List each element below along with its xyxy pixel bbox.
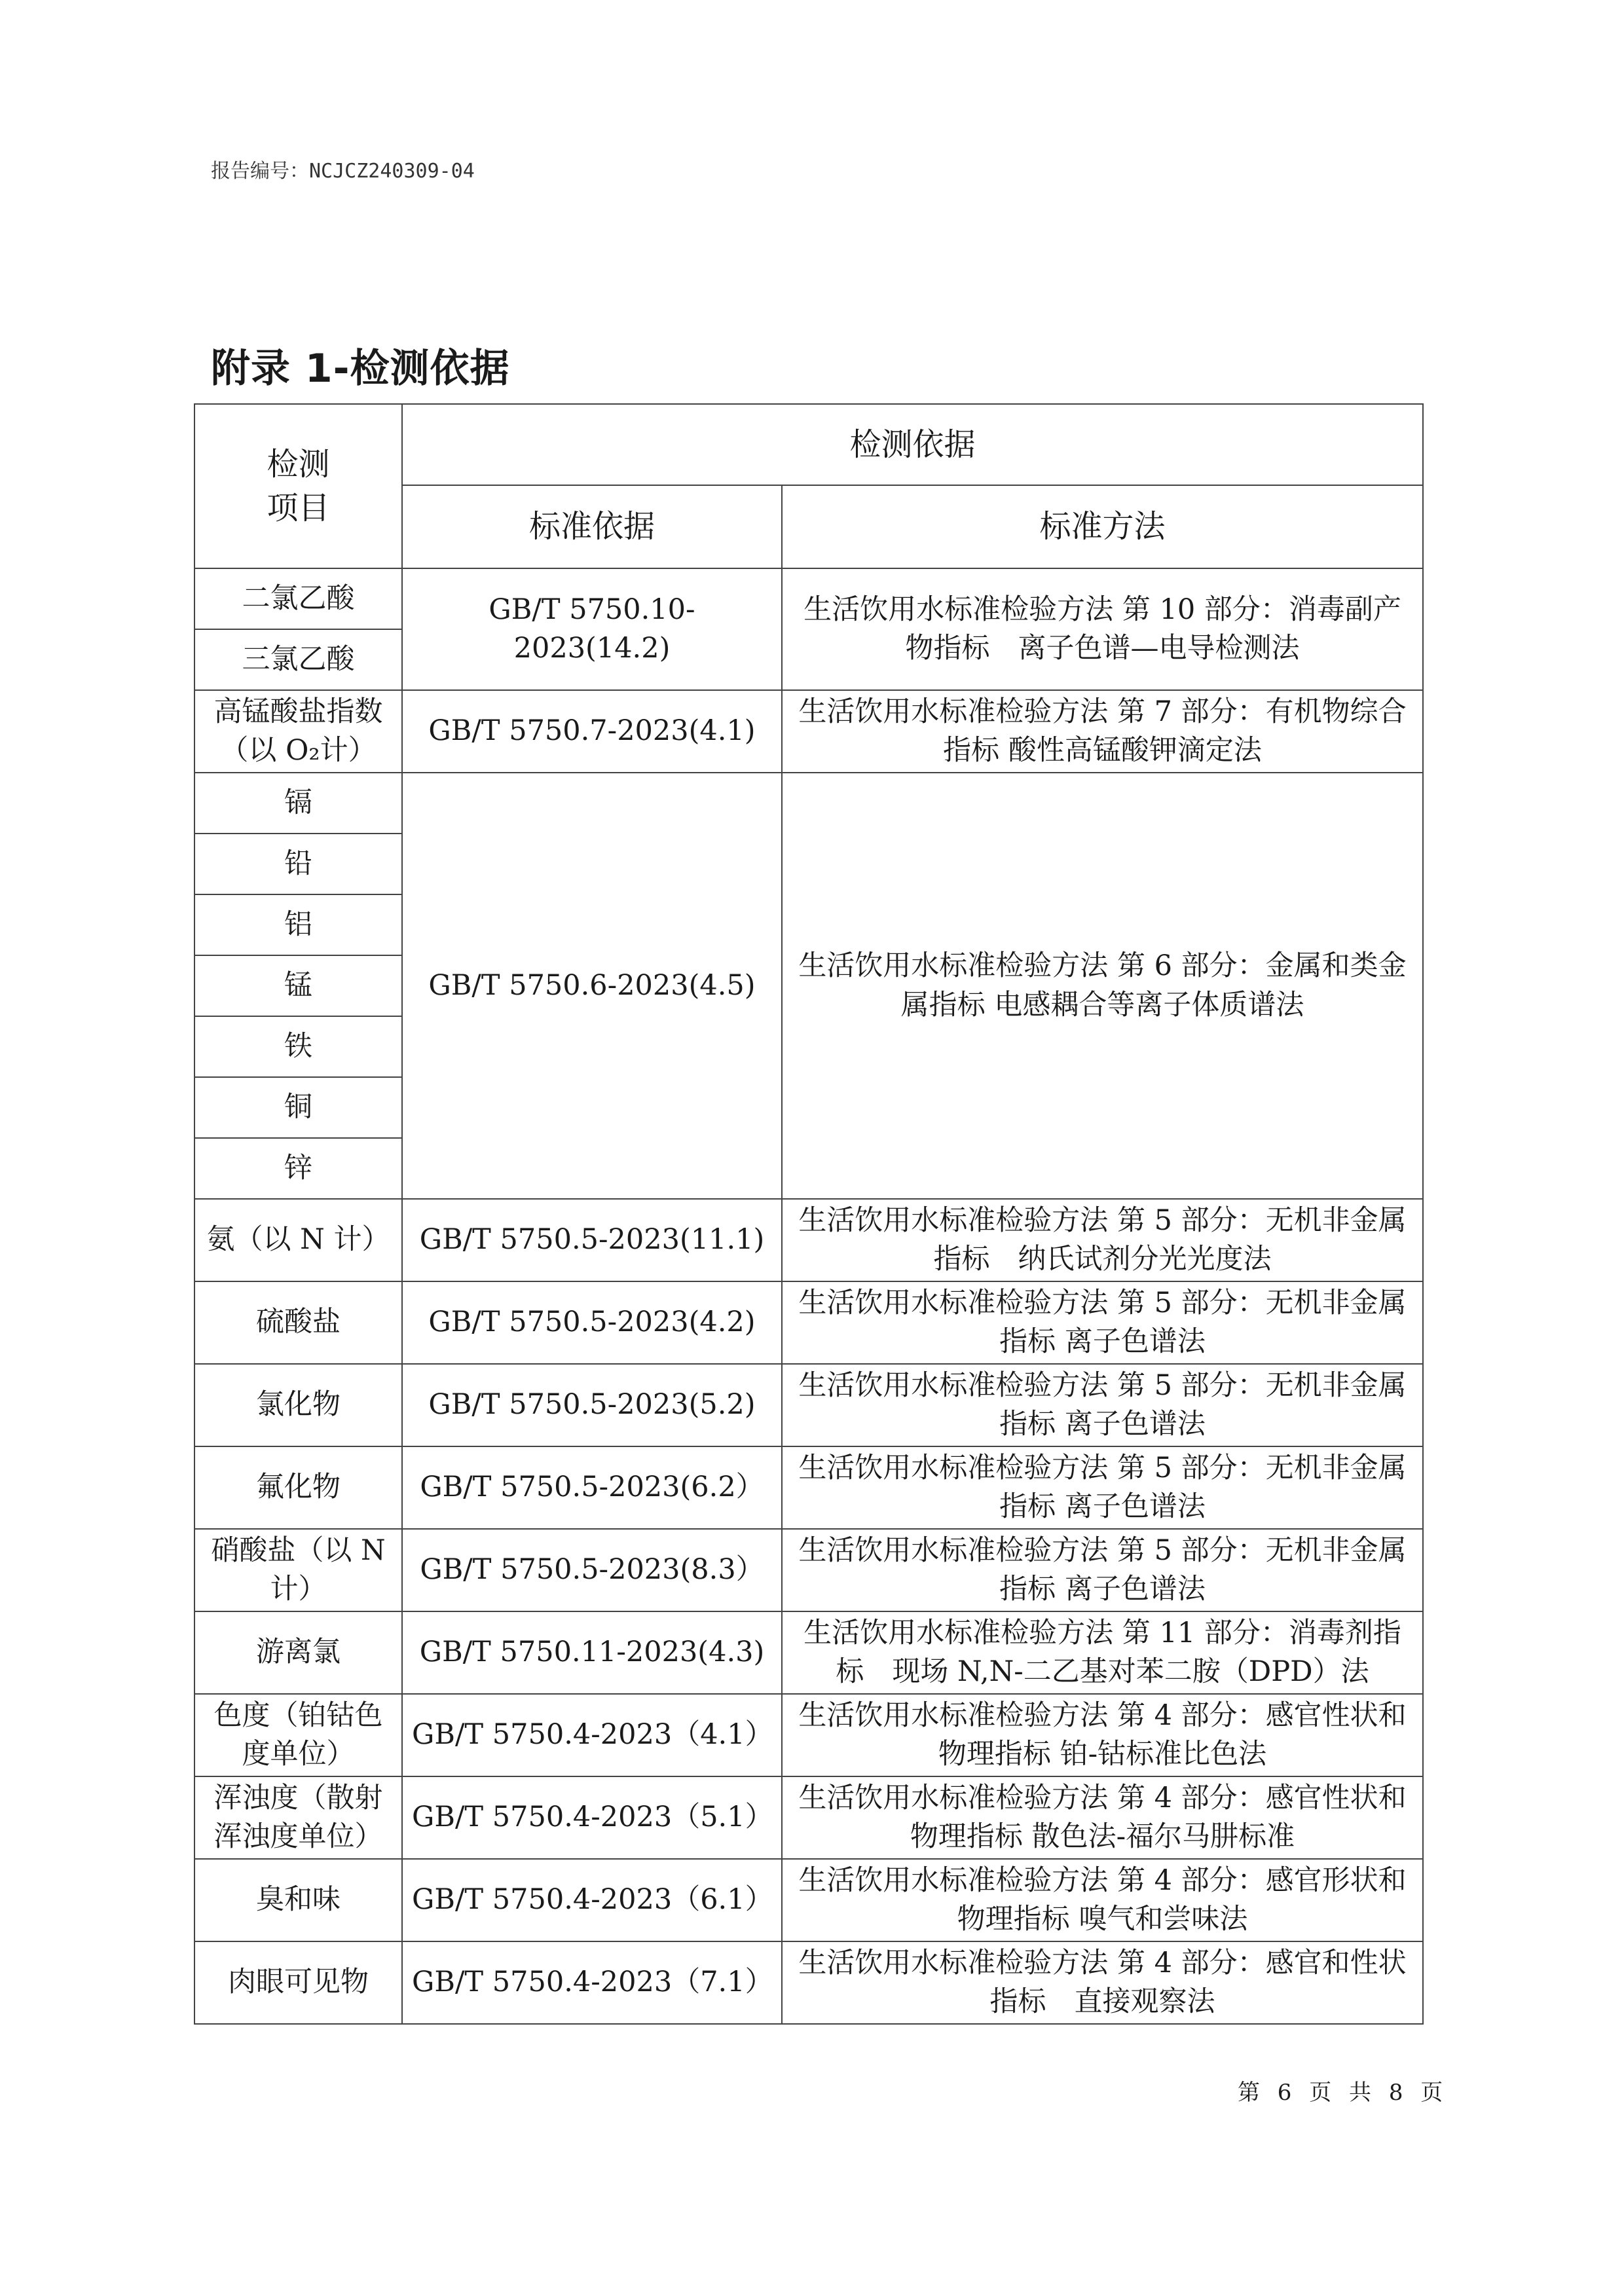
test-item-cell: 铅 <box>194 834 402 894</box>
method-cell: 生活饮用水标准检验方法 第 5 部分：无机非金属指标 离子色谱法 <box>782 1446 1423 1529</box>
test-item-cell: 铜 <box>194 1077 402 1138</box>
method-cell: 生活饮用水标准检验方法 第 4 部分：感官和性状指标 直接观察法 <box>782 1941 1423 2024</box>
method-cell: 生活饮用水标准检验方法 第 5 部分：无机非金属指标 离子色谱法 <box>782 1364 1423 1446</box>
table-row <box>194 1281 1423 1364</box>
standard-cell: GB/T 5750.5-2023(4.2) <box>402 1281 782 1364</box>
table-row <box>194 1859 1423 1941</box>
test-item-cell: 氯化物 <box>194 1364 402 1446</box>
test-item-cell: 镉 <box>194 773 402 834</box>
test-item-cell: 二氯乙酸 <box>194 568 402 629</box>
test-item-cell: 色度（铂钴色度单位） <box>194 1694 402 1776</box>
method-cell: 生活饮用水标准检验方法 第 4 部分：感官性状和物理指标 散色法-福尔马肼标准 <box>782 1776 1423 1859</box>
table-row <box>194 1364 1423 1446</box>
method-cell: 生活饮用水标准检验方法 第 11 部分：消毒剂指标 现场 N,N-二乙基对苯二胺（DPD）法 <box>782 1611 1423 1694</box>
test-item-cell: 铝 <box>194 894 402 955</box>
method-cell: 生活饮用水标准检验方法 第 6 部分：金属和类金属指标 电感耦合等离子体质谱法 <box>782 773 1423 1199</box>
standard-cell: GB/T 5750.4-2023（7.1） <box>402 1941 782 2024</box>
table-row <box>194 568 1423 629</box>
table-row <box>194 1694 1423 1776</box>
table-row <box>194 690 1423 773</box>
test-item-cell: 硝酸盐（以 N 计） <box>194 1529 402 1611</box>
standard-cell: GB/T 5750.5-2023(6.2） <box>402 1446 782 1529</box>
report-number: 报告编号：NCJCZ240309-04 <box>211 160 475 183</box>
standard-cell: GB/T 5750.6-2023(4.5) <box>402 773 782 1199</box>
page-number: 第 6 页 共 8 页 <box>1238 2080 1449 2106</box>
standard-cell: GB/T 5750.7-2023(4.1) <box>402 690 782 773</box>
standard-cell: GB/T 5750.10-2023(14.2) <box>402 568 782 690</box>
test-item-cell: 肉眼可见物 <box>194 1941 402 2024</box>
method-cell: 生活饮用水标准检验方法 第 5 部分：无机非金属指标 离子色谱法 <box>782 1281 1423 1364</box>
testing-basis-table <box>194 403 1424 2025</box>
test-item-cell: 高锰酸盐指数（以 O₂计） <box>194 690 402 773</box>
method-cell: 生活饮用水标准检验方法 第 5 部分：无机非金属指标 离子色谱法 <box>782 1529 1423 1611</box>
test-item-cell: 锰 <box>194 955 402 1016</box>
test-item-cell: 浑浊度（散射浑浊度单位） <box>194 1776 402 1859</box>
test-item-cell: 游离氯 <box>194 1611 402 1694</box>
test-item-cell: 硫酸盐 <box>194 1281 402 1364</box>
table-row <box>194 1941 1423 2024</box>
test-item-cell: 铁 <box>194 1016 402 1077</box>
test-item-cell: 氨（以 N 计） <box>194 1199 402 1281</box>
test-item-cell: 氟化物 <box>194 1446 402 1529</box>
standard-cell: GB/T 5750.4-2023（5.1） <box>402 1776 782 1859</box>
method-cell: 生活饮用水标准检验方法 第 7 部分：有机物综合指标 酸性高锰酸钾滴定法 <box>782 690 1423 773</box>
column-header-standard: 标准依据 <box>402 485 782 568</box>
standard-cell: GB/T 5750.11-2023(4.3) <box>402 1611 782 1694</box>
standard-cell: GB/T 5750.5-2023(8.3） <box>402 1529 782 1611</box>
standard-cell: GB/T 5750.5-2023(11.1) <box>402 1199 782 1281</box>
standard-cell: GB/T 5750.5-2023(5.2) <box>402 1364 782 1446</box>
method-cell: 生活饮用水标准检验方法 第 10 部分：消毒副产物指标 离子色谱—电导检测法 <box>782 568 1423 690</box>
method-cell: 生活饮用水标准检验方法 第 5 部分：无机非金属指标 纳氏试剂分光光度法 <box>782 1199 1423 1281</box>
standard-cell: GB/T 5750.4-2023（6.1） <box>402 1859 782 1941</box>
standard-cell: GB/T 5750.4-2023（4.1） <box>402 1694 782 1776</box>
test-item-cell: 三氯乙酸 <box>194 629 402 690</box>
appendix-title: 附录 1-检测依据 <box>211 346 510 392</box>
table-row <box>194 773 1423 834</box>
method-cell: 生活饮用水标准检验方法 第 4 部分：感官性状和物理指标 铂-钴标准比色法 <box>782 1694 1423 1776</box>
table-row <box>194 1199 1423 1281</box>
column-header-basis: 检测依据 <box>402 404 1423 485</box>
column-header-item: 检测 项目 <box>194 404 402 568</box>
method-cell: 生活饮用水标准检验方法 第 4 部分：感官形状和物理指标 嗅气和尝味法 <box>782 1859 1423 1941</box>
table-row <box>194 1446 1423 1529</box>
table-row <box>194 1529 1423 1611</box>
table-row <box>194 1611 1423 1694</box>
test-item-cell: 臭和味 <box>194 1859 402 1941</box>
table-row <box>194 1776 1423 1859</box>
test-item-cell: 锌 <box>194 1138 402 1199</box>
column-header-method: 标准方法 <box>782 485 1423 568</box>
